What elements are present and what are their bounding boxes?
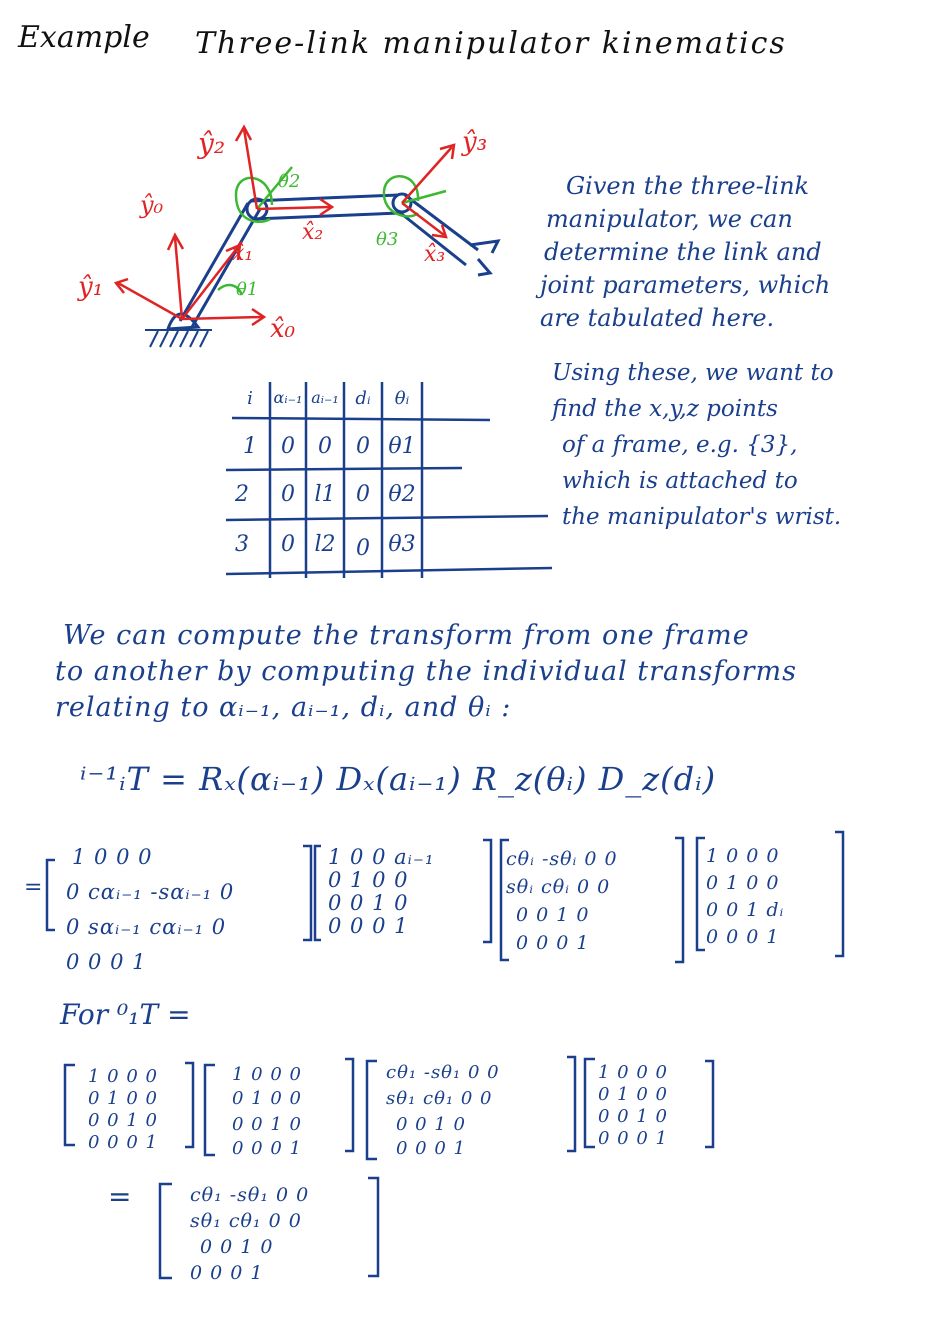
matrix-row: 0 0 1 0 [516,904,590,926]
x3-label: x̂₃ [424,242,446,267]
transform-equation: ⁱ⁻¹ᵢT = Rₓ(αᵢ₋₁) Dₓ(aᵢ₋₁) R_z(θᵢ) D_z(dᵢ) [80,760,717,798]
matrix-row: 0 1 0 0 [232,1088,302,1109]
manipulator-diagram [0,95,560,355]
y3-label: ŷ₃ [462,127,488,157]
matrix-row: sθ₁ cθ₁ 0 0 [190,1210,302,1232]
table-cell: 0 [281,532,295,557]
compute-line: relating to αᵢ₋₁, aᵢ₋₁, dᵢ, and θᵢ : [55,692,512,723]
matrix-row: 0 0 1 0 [328,891,409,915]
theta3-label: θ3 [376,229,399,250]
intro-line: are tabulated here. [540,304,775,332]
table-header: aᵢ₋₁ [311,388,339,407]
matrix-row: 0 0 0 1 [88,1132,158,1153]
x2-label: x̂₂ [302,220,324,245]
theta1-label: θ1 [236,279,259,300]
matrix-row: 0 0 0 1 [706,926,780,948]
for-label: For ⁰₁T = [60,998,191,1031]
matrix-row: cθᵢ -sθᵢ 0 0 [506,848,618,870]
table-cell: θ1 [388,434,416,459]
x1-label: x̂₁ [232,241,254,266]
matrix-row: sθ₁ cθ₁ 0 0 [386,1088,493,1109]
y1-label: ŷ₁ [78,272,104,302]
table-cell: θ2 [388,482,416,507]
matrix-row: 0 0 1 0 [396,1114,466,1135]
using-paragraph [552,355,841,535]
matrix-row: 0 cαᵢ₋₁ -sαᵢ₋₁ 0 [66,880,235,904]
matrix-row: 1 0 0 0 [598,1062,668,1083]
intro-paragraph [540,170,830,335]
matrix-row: 0 1 0 0 [706,872,780,894]
matrix-row: cθ₁ -sθ₁ 0 0 [386,1062,500,1083]
matrix-row: 1 0 0 aᵢ₋₁ [328,845,435,869]
matrix-row: cθ₁ -sθ₁ 0 0 [190,1184,310,1206]
table-cell: 0 [356,536,370,561]
example-label: Example [18,20,150,55]
matrix-row: 0 0 0 1 [598,1128,668,1149]
matrix-row: 0 0 1 dᵢ [706,899,785,921]
y0-label: ŷ₀ [140,191,164,219]
matrix-row: 0 1 0 0 [88,1088,158,1109]
using-line: find the x,y,z points [552,396,778,422]
table-cell: 1 [243,434,257,459]
matrix-row: 0 1 0 0 [598,1084,668,1105]
matrix-row: 0 0 0 1 [190,1262,264,1284]
matrix-row: 1 0 0 0 [232,1064,302,1085]
matrix-row: sθᵢ cθᵢ 0 0 [506,876,611,898]
using-line: the manipulator's wrist. [562,504,842,530]
matrix-row: 0 0 0 1 [66,950,147,974]
matrix-row: 1 0 0 0 [88,1066,158,1087]
table-header: dᵢ [355,388,371,409]
compute-line: We can compute the transform from one frame [63,620,750,651]
table-cell: θ3 [388,532,416,557]
link-3 [398,195,498,275]
matrix-row: 1 0 0 0 [706,845,780,867]
result-equals: = [108,1180,132,1213]
intro-line: joint parameters, which [540,271,831,299]
matrix-row: 0 0 1 0 [200,1236,274,1258]
table-header: αᵢ₋₁ [273,388,303,407]
table-cell: 3 [235,532,249,557]
intro-line: manipulator, we can [546,205,793,233]
using-line: which is attached to [562,468,798,494]
page-title: Three-link manipulator kinematics [195,26,787,61]
table-cell: 0 [356,434,370,459]
matrix-row: 0 0 0 1 [396,1138,466,1159]
table-cell: 2 [235,482,249,507]
compute-line: to another by computing the individual transforms [55,656,797,687]
table-cell: 0 [281,482,295,507]
matrix-row: 1 0 0 0 [72,845,153,869]
using-line: of a frame, e.g. {3}, [562,432,798,458]
table-cell: l2 [314,532,336,557]
matrix-row: 0 sαᵢ₋₁ cαᵢ₋₁ 0 [66,915,227,939]
matrix-row: 0 0 0 1 [328,914,409,938]
ground-hatch [145,330,212,347]
table-cell: 0 [356,482,370,507]
matrix-row: 0 0 1 0 [232,1114,302,1135]
x0-label: x̂₀ [270,314,296,344]
dh-table [222,378,552,578]
theta2-label: θ2 [278,171,301,192]
equals-sign: = [24,875,43,900]
matrix-row: 0 0 1 0 [88,1110,158,1131]
table-cell: l1 [314,482,336,507]
table-header: θᵢ [394,388,410,409]
frame-axes [116,127,454,325]
intro-line: Given the three-link [566,172,810,200]
table-cell: 0 [281,434,295,459]
table-cell: 0 [318,434,332,459]
y2-label: ŷ₂ [198,127,226,160]
matrix-row: 0 0 1 0 [598,1106,668,1127]
matrix-row: 0 0 0 1 [516,932,590,954]
matrix-row: 0 1 0 0 [328,868,409,892]
using-line: Using these, we want to [552,360,834,386]
intro-line: determine the link and [544,238,822,266]
matrix-row: 0 0 0 1 [232,1138,302,1159]
table-header: i [247,388,253,409]
compute-paragraph [55,618,797,726]
